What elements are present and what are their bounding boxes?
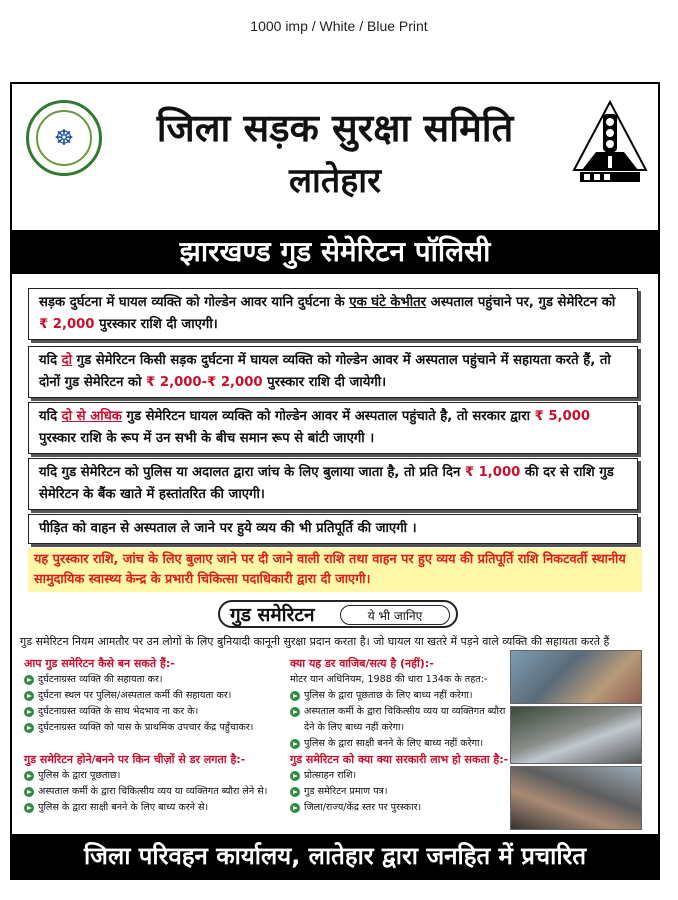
- page-title: जिला सड़क सुरक्षा समिति: [156, 106, 514, 150]
- list-item: पुलिस के द्वारा साक्षी बनने के लिए बाध्य नहीं करेगा।: [290, 736, 510, 752]
- rule-box-reimbursement: पीड़ित को वाहन से अस्पताल ले जाने पर हुये व्यय की भी प्रतिपूर्ति की जाएगी ।: [28, 514, 638, 544]
- reward-amount: ₹ 1,000: [464, 465, 521, 480]
- header: [12, 84, 658, 229]
- list-item: पुलिस के द्वारा साक्षी बनने के लिए बाध्य करने से।: [24, 800, 284, 816]
- ashoka-emblem-icon: ☸: [36, 110, 92, 166]
- list-item: दुर्घटनाग्रस्त व्यक्ति के साथ भेदभाव ना कर के।: [24, 704, 284, 720]
- section-heading: गुड समेरिटन को क्या क्या सरकारी लाभ हो सकता है:-: [290, 753, 509, 766]
- rule-text: यदि: [39, 409, 62, 424]
- rule-box-court-allowance: [28, 458, 638, 510]
- list-item: दुर्घटना स्थल पर पुलिस/अस्पताल कर्मी की सहायता कर।: [24, 688, 284, 704]
- section-is-fear-valid: [290, 656, 510, 752]
- jharkhand-emblem-logo: [26, 100, 102, 176]
- rule-text: सड़क दुर्घटना में घायल व्यक्ति को गोल्डेन आवर यानि दुर्घटना के: [39, 295, 350, 310]
- accident-photo-wreck: [510, 766, 642, 830]
- section-fears: [24, 752, 284, 816]
- intro-text: गुड समेरिटन नियम आमतौर पर उन लोगों के लिए बुनियादी कानूनी सुरक्षा प्रदान करता है। जो घायल या खतरे में पड़ने वाले व्यक्ति की सहायता करते हैं: [20, 635, 610, 648]
- traffic-signal-logo: [572, 100, 648, 184]
- poster: [10, 82, 660, 880]
- rule-box-golden-hour: [28, 288, 638, 340]
- list-item: अस्पताल कर्मी के द्वारा चिकित्सीय व्यय या व्यक्तिगत ब्यौरा लेने से।: [24, 784, 284, 800]
- accident-photo-crowd: [510, 650, 642, 704]
- section-heading: क्या यह डर वाजिब/सत्य है (नहीं):-: [290, 657, 434, 670]
- rule-text: अस्पताल पहुंचाने पर, गुड सेमेरिटन को: [426, 295, 616, 310]
- payment-notice: यह पुरस्कार राशि, जांच के लिए बुलाए जाने पर दी जाने वाली राशि तथा वाहन पर हुए व्यय की प्रतिपूर्ति राशि निकटवर्ती स्थानीय सामुदायिक स्वास्थ्य केन्द्र के प्रभारी चिकित्सा पदाधिकारी द्वारा दी जाएगी।: [28, 548, 642, 592]
- list-item: जिला/राज्य/केंद्र स्तर पर पुरस्कार।: [290, 800, 510, 816]
- reward-amount: ₹ 2,000-₹ 2,000: [146, 375, 263, 390]
- list-item: दुर्घटनाग्रस्त व्यक्ति को पास के प्राथमिक उपचार केंद्र पहुँचाकर।: [24, 720, 284, 736]
- good-samaritan-title: गुड समेरिटन: [230, 604, 315, 626]
- bullet-list: [290, 688, 510, 752]
- list-item: गुड समेरिटन प्रमाण पत्र।: [290, 784, 510, 800]
- section-heading: आप गुड समेरिटन कैसे बन सकते हैं:-: [24, 657, 175, 670]
- rule-box-two-samaritans: [28, 346, 638, 398]
- bullet-list: [290, 768, 510, 816]
- reward-amount: ₹ 5,000: [534, 409, 591, 424]
- policy-banner: झारखण्ड गुड सेमेरिटन पॉलिसी: [12, 230, 658, 274]
- print-note: 1000 imp / White / Blue Print: [250, 18, 428, 34]
- bullet-list: [24, 672, 284, 736]
- good-samaritan-heading: [218, 600, 458, 630]
- section-benefits: [290, 752, 510, 816]
- list-item: अस्पताल कर्मी के द्वारा चिकित्सीय व्यय या व्यक्तिगत ब्यौरा देने के लिए बाध्य नहीं करेगा।: [290, 704, 510, 736]
- rule-text: यदि: [39, 353, 62, 368]
- list-item: दुर्घटनाग्रस्त व्यक्ति की सहायता कर।: [24, 672, 284, 688]
- list-item: पुलिस के द्वारा पूछताछ के लिए बाध्य नहीं करेगा।: [290, 688, 510, 704]
- section-how-to-be: [24, 656, 284, 736]
- section-heading: गुड समेरिटन होने/बनने पर किन चीज़ों से डर लगता है:-: [24, 753, 246, 766]
- footer-banner: जिला परिवहन कार्यालय, लातेहार द्वारा जनहित में प्रचारित: [12, 834, 658, 878]
- rule-underline: दो से अधिक: [61, 409, 122, 424]
- good-samaritan-pill: [218, 600, 458, 628]
- good-samaritan-subtitle: ये भी जानिए: [340, 605, 450, 625]
- rule-text: की दर से राशि गुड सेमेरिटन के बैंक खाते में हस्तांतरित की जाएगी।: [39, 465, 614, 502]
- rule-text: गुड सेमेरिटन घायल व्यक्ति को गोल्डेन आवर में अस्पताल पहुंचाते है, तो सरकार द्वारा: [121, 409, 535, 424]
- rule-text: पुरस्कार राशि के रूप में उन सभी के बीच समान रूप से बांटी जाएगी ।: [39, 431, 375, 446]
- rule-text: यदि गुड सेमेरिटन को पुलिस या अदालत द्वारा जांच के लिए बुलाया जाता है, तो प्रति दिन: [39, 465, 465, 480]
- rule-underline: दो: [61, 353, 73, 368]
- reward-amount: ₹ 2,000: [39, 317, 95, 332]
- section-subheading: मोटर यान अधिनियम, 1988 की धारा 134क के तहत:-: [290, 674, 488, 685]
- list-item: प्रोत्साहन राशि।: [290, 768, 510, 784]
- rule-text: पुरस्कार राशि दी जाएगी।: [94, 317, 218, 332]
- list-item: पुलिस के द्वारा पूछताछ।: [24, 768, 284, 784]
- rule-text: पुरस्कार राशि दी जायेगी।: [262, 375, 387, 390]
- district-title: लातेहार: [288, 161, 381, 201]
- rule-box-more-samaritans: [28, 402, 638, 454]
- rule-text: गुड सेमेरिटन किसी सड़क दुर्घटना में घायल व्यक्ति को गोल्डेन आवर में अस्पताल पहुंचाने में सहायता करते हैं, तो दोनों गुड सेमेरिटन को: [39, 353, 611, 390]
- bullet-list: [24, 768, 284, 816]
- rule-underline: एक घंटे केभीतर: [349, 295, 427, 310]
- accident-photo-car: [510, 706, 642, 764]
